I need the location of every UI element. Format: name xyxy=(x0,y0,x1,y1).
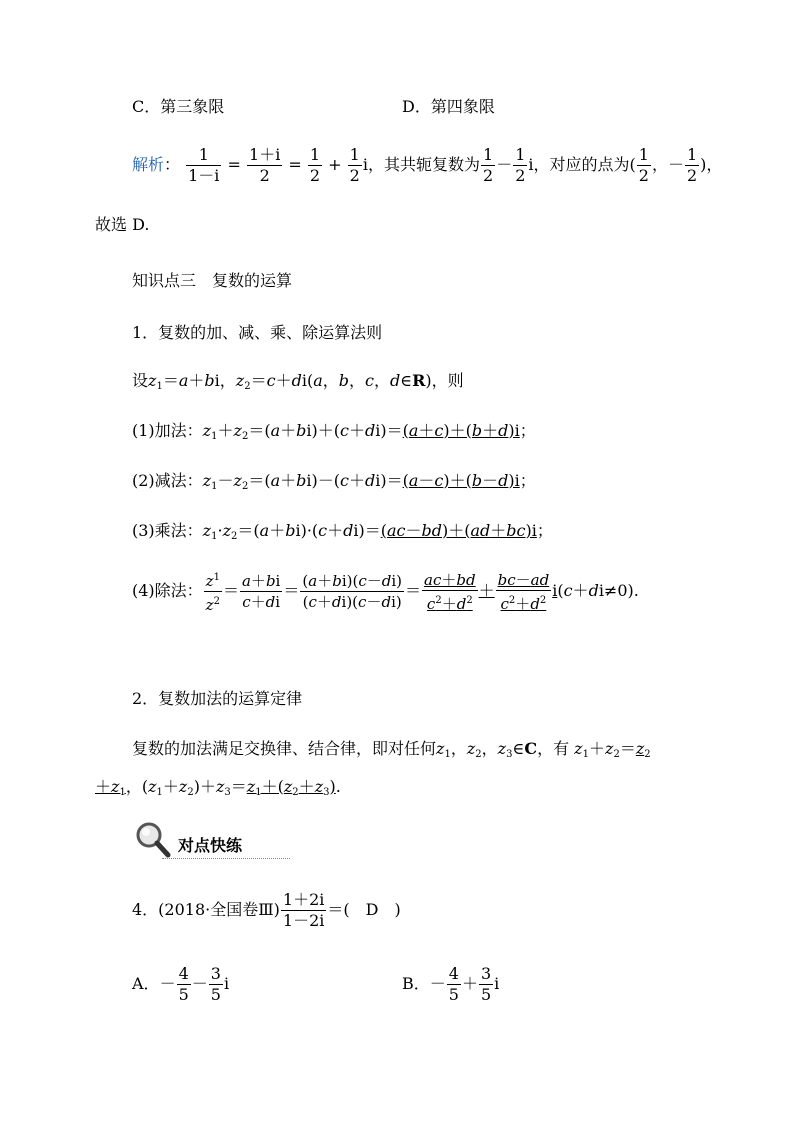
question-4 xyxy=(132,888,401,932)
fraction-half-i: $\frac{1}{2}$ xyxy=(349,145,360,185)
division-rule: (4)除法： $\frac{z^1}{z^2}$ ＝ $\frac{a+bi}{c+di}$ ＝ $\frac{(a+bi)(c-di)}{(c+di)(c-di)}$ ＝ $\frac{ac+bd}{c^2+d^2}$ ＋ $\frac{bc-ad}{c^2+d^2}$ i(c＋di≠0). xyxy=(132,568,639,615)
question-4-suffix: ＝( D ) xyxy=(327,900,401,919)
fraction-point-x: $\frac{1}{2}$ xyxy=(638,145,649,185)
fraction-half-conj: $\frac{1}{2}$ xyxy=(483,145,494,185)
subtraction-label: (2)减法： xyxy=(132,471,203,490)
practice-title: 对点快练 xyxy=(178,836,243,855)
option-b: B．－ $\frac{4}{5}$ ＋ $\frac{3}{5}$ i xyxy=(402,964,500,1004)
practice-underline xyxy=(162,858,290,859)
definition-line: 设$z_1=a+bi$，$z_2=c+di(a$，b，c，d∈R)，则 xyxy=(132,371,464,392)
fraction-half: $\frac{1}{2}$ xyxy=(309,145,321,185)
division-label: (4)除法： xyxy=(132,581,203,600)
option-a: A．－ $\frac{4}{5}$ － $\frac{3}{5}$ i xyxy=(132,964,230,1004)
option-c: C．第三象限 xyxy=(132,97,225,116)
solution-line: 解析： $\frac{1}{1-i}$ = $\frac{1+i}{2}$ = $\frac{1}{2}$ + $\frac{1}{2}$ i，其共轭复数为 $\frac{1}{2}$ － $\frac{1}{2}$ i，对应的点为( $\frac{1}{2}$ ，－ $\frac{1}{2}$ )， xyxy=(132,145,723,185)
fraction-a1: $\frac{4}{5}$ xyxy=(178,964,189,1004)
solution-text-point: ，对应的点为 xyxy=(533,155,630,174)
fraction-b2: $\frac{3}{5}$ xyxy=(480,964,492,1004)
law-line-2: $+z_1$，$(z_1+z_2)+z_3=z_1+(z_2+z_3)$. xyxy=(95,777,341,798)
section-title: 知识点三 复数的运算 xyxy=(132,271,293,290)
fraction-z1-over-z2: $\frac{z^1}{z^2}$ xyxy=(204,568,222,615)
fraction-imag-part: $\frac{bc-ad}{c^2+d^2}$ xyxy=(497,570,550,613)
addition-rule: (1)加法：$z_1+z_2=(a+bi)+(c+di)=(a+c)+(b+d)i$； xyxy=(132,421,536,442)
fraction-1-plus-i-over-2: $\frac{1+i}{2}$ xyxy=(249,145,281,185)
solution-colon: ： xyxy=(164,155,181,174)
solution-label: 解析 xyxy=(132,155,165,174)
practice-badge xyxy=(132,820,290,860)
law-line-1: 复数的加法满足交换律、结合律，即对任何$z_1$，$z_2$，$z_3\in C$，有 $z_1+z_2=z_2$ xyxy=(132,739,651,760)
fraction-1-over-1-minus-i: $\frac{1}{1-i}$ xyxy=(188,145,220,185)
fraction-expanded: $\frac{(a+bi)(c-di)}{(c+di)(c-di)}$ xyxy=(302,572,403,611)
fraction-a-bi-over-c-di: $\frac{a+bi}{c+di}$ xyxy=(241,572,281,611)
law-text: 复数的加法满足交换律、结合律，即对任何 xyxy=(132,739,437,758)
law-text-2: ，有 xyxy=(537,739,570,758)
solution-text-comma: ， xyxy=(706,155,723,174)
definition-prefix: 设 xyxy=(132,371,149,390)
subtraction-rule: (2)减法：$z_1-z_2=(a+bi)-(c+di)=(a-c)+(b-d)i$； xyxy=(132,471,536,492)
magnifier-icon xyxy=(132,820,174,860)
fraction-q4: $\frac{1+2i}{1-2i}$ xyxy=(282,890,325,930)
fraction-b1: $\frac{4}{5}$ xyxy=(448,964,459,1004)
fraction-a2: $\frac{3}{5}$ xyxy=(210,964,221,1004)
solution-text-conjugate: ，其共轭复数为 xyxy=(367,155,480,174)
item-1-title: 1．复数的加、减、乘、除运算法则 xyxy=(132,323,383,342)
item-2-title: 2．复数加法的运算定律 xyxy=(132,689,303,708)
question-4-prefix: 4．(2018·全国卷Ⅲ) xyxy=(132,900,280,919)
fraction-real-part: $\frac{ac+bd}{c^2+d^2}$ xyxy=(424,570,476,613)
option-b-label: B． xyxy=(402,974,430,993)
option-d: D．第四象限 xyxy=(402,97,495,116)
addition-label: (1)加法： xyxy=(132,421,203,440)
multiplication-label: (3)乘法： xyxy=(132,521,203,540)
option-a-label: A． xyxy=(132,974,160,993)
fraction-point-y: $\frac{1}{2}$ xyxy=(686,145,698,185)
multiplication-rule: (3)乘法：$z_1\cdot z_2=(a+bi)\cdot(c+di)=(ac-bd)+(ad+bc)i$； xyxy=(132,521,553,542)
fraction-half-conj-i: $\frac{1}{2}$ xyxy=(515,145,526,185)
solution-conclusion: 故选 D. xyxy=(95,215,150,234)
